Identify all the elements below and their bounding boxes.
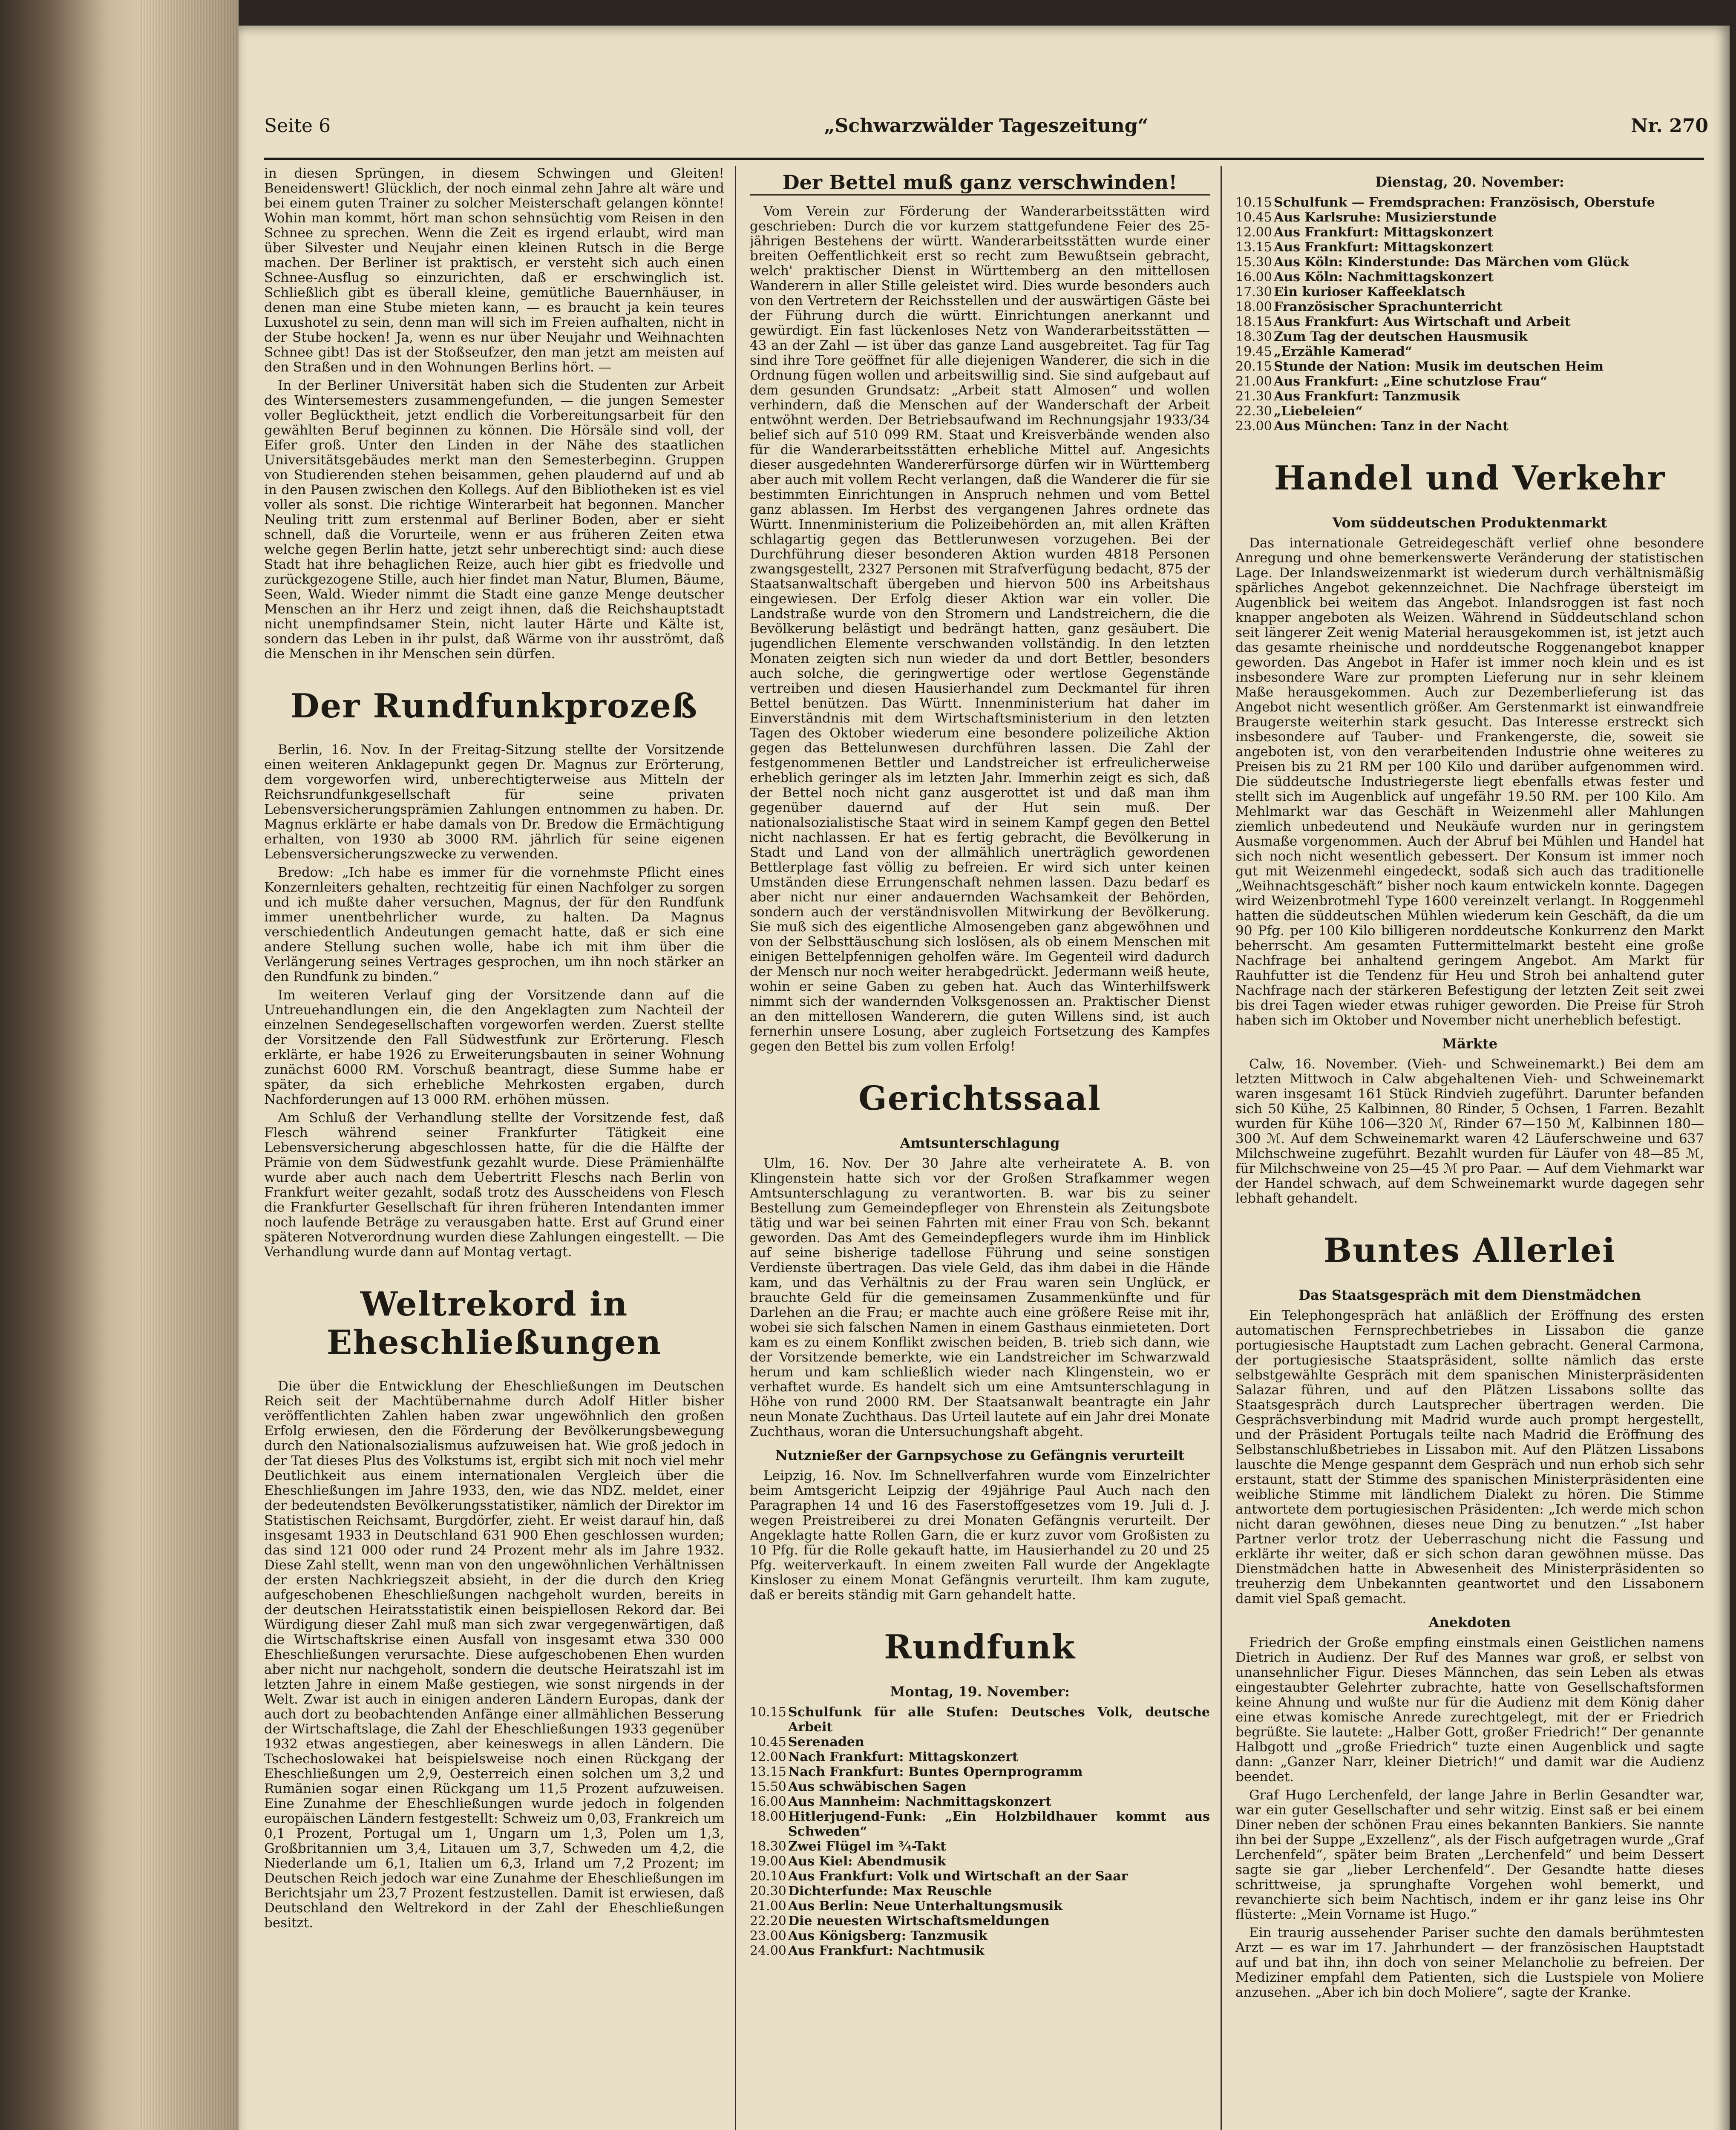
schedule-item: 18.30 Zum Tag der deutschen Hausmusik [1235, 329, 1528, 344]
schedule-item: 12.00 Aus Frankfurt: Mittagskonzert [1235, 225, 1493, 240]
article-paragraph: Vom Verein zur Förderung der Wanderarbeitsstätten wird geschrieben: Durch die vor kurzem stattgefundene Feier des 25-jährigen Bestehens der württ. Wanderarbeitsstätten wurde einer breiten Oeffentlichkeit erst so recht zum Bewußtsein gebracht, welch' praktischer Dienst in Württemberg an den mittellosen Wanderern in aller Stille geleistet wird. Dies wurde besonders auch von den Vertretern der Reichsstellen und der auswärtigen Gäste bei der Führung durch die württ. Einrichtungen anerkannt und gewürdigt. Ein fast lückenloses Netz von Wanderarbeitsstätten — 43 an der Zahl — ist über das ganze Land ausgebreitet. Tag für Tag sind ihre Tore geöffnet für alle diejenigen Wanderer, die sich in die Ordnung fügen wollen und arbeitswillig sind. Sie sind aufgebaut auf dem gesunden Grundsatz: „Arbeit statt Almosen“ und wollen verhindern, daß die Menschen auf der Wanderschaft der Arbeit entwöhnt werden. Der Betriebsaufwand im Rechnungsjahr 1933/34 belief sich auf 510 099 RM. Staat und Kreisverbände wenden also für die Wanderarbeitsstätten erhebliche Mittel auf. Angesichts dieser ausgedehnten Wandererfürsorge dürfen wir in Württemberg aber auch mit vollem Recht verlangen, daß die Wanderer die für sie bestimmten Einrichtungen in Anspruch nehmen und vom Bettel ganz ablassen. Im Herbst des vergangenen Jahres ordnete das Württ. Innenministerium die Polizeibehörden an, mit allen Kräften schlagartig gegen das Bettlerunwesen vorzugehen. Bei der Durchführung dieser besonderen Aktion wurden 4818 Personen zwangsgestellt, 2327 Personen mit Strafverfügung bedacht, 875 der Staatsanwaltschaft übergeben und hiervon 500 ins Arbeitshaus eingewiesen. Der Erfolg dieser Aktion war ein voller. Die Landstraße wurde von den Stromern und Landstreichern, die die Bevölkerung belästigt und bedrängt hatten, ganz gesäubert. Die jugendlichen Elemente verschwanden vollständig. In den letzten Monaten zeigten sich nun wieder da und dort Bettler, besonders auch solche, die geringwertige oder wertlose Gegenstände vertreiben und diesen Hausierhandel zum Deckmantel für ihren Bettel benützen. Das Württ. Innenministerium hat daher im Einverständnis mit dem Wirtschaftsministerium in den letzten Tagen des Oktober wiederum eine besondere polizeiliche Aktion gegen das Bettelunwesen durchführen lassen. Die Zahl der festgenommenen Bettler und Landstreicher ist erfreulicherweise erheblich geringer als im letzten Jahr. Immerhin zeigt es sich, daß der Bettel noch nicht ganz ausgerottet ist und daß man ihm gegenüber dauernd auf der Hut sein muß. Der nationalsozialistische Staat wird in seinem Kampf gegen den Bettel nicht nachlassen. Er hat es fertig gebracht, die Bevölkerung in Stadt und Land von der allmählich unerträglich gewordenen Bettlerplage fast völlig zu befreien. Er wird sich unter keinen Umständen diese Errungenschaft nehmen lassen. Dazu bedarf es aber nicht nur einer andauernden Wachsamkeit der Behörden, sondern auch der verständnisvollen Mitwirkung der Bevölkerung. Sie muß sich des eigentliche Almosengeben ganz abgewöhnen und von der Selbsttäuschung sich loslösen, als ob einem Menschen mit einigen Bettelpfennigen geholfen wäre. Im Gegenteil wird dadurch der Mensch nur noch weiter herabgedrückt. Jedermann weiß heute, wohin er seine Gaben zu geben hat. Auch das Winterhilfswerk nimmt sich der wandernden Volksgenossen an. Praktischer Dienst an den mittellosen Wanderern, die guten Willens sind, ist auch fernerhin unsere Losung, aber zugleich Fortsetzung des Kampfes gegen den Bettel bis zum vollen Erfolg! [750, 204, 1210, 1054]
article-paragraph: Die über die Entwicklung der Eheschließungen im Deutschen Reich seit der Machtübernahme durch Adolf Hitler bisher veröffentlichten Zahlen haben zwar ungewöhnlich den großen Erfolg erwiesen, den die Förderung der Bevölkerungsbewegung durch den Nationalsozialismus aufzuweisen hat. Wie groß jedoch in der Tat dieses Plus des Volkstums ist, ergibt sich mit noch viel mehr Deutlichkeit aus einem internationalen Vergleich über die Eheschließungen im Jahre 1933, den, wie das NDZ. meldet, einer der bedeutendsten Bevölkerungsstatistiker, nämlich der Direktor im Statistischen Reichsamt, Burgdörfer, zieht. Er weist darauf hin, daß insgesamt 1933 in Deutschland 631 900 Ehen geschlossen wurden; das sind 121 000 oder rund 24 Prozent mehr als im Jahre 1932. Diese Zahl stellt, wenn man von den ungewöhnlichen Verhältnissen der ersten Nachkriegszeit absieht, in der die durch den Krieg aufgeschobenen Eheschließungen nachgeholt wurden, bereits in der deutschen Heiratsstatistik einen beispiellosen Rekord dar. Bei Würdigung dieser Zahl muß man sich zwar vergegenwärtigen, daß die Wirtschaftskrise einen Ausfall von insgesamt etwa 330 000 Eheschließungen verursachte. Diese aufgeschobenen Ehen wurden aber nicht nur nachgeholt, sondern die deutsche Heiratszahl ist im letzten Jahre in einem Maße gestiegen, wie sonst nirgends in der Welt. Zwar ist auch in einigen anderen Ländern Europas, dank der auch dort zu beobachtenden Anfänge einer allmählichen Besserung der Wirtschaftslage, die Zahl der Eheschließungen 1933 gegenüber 1932 etwas angestiegen, aber keineswegs in allen Ländern. Die Tschechoslowakei hat beispielsweise noch einen Rückgang der Eheschließungen um 2,9, Oesterreich einen solchen um 3,2 und Rumänien sogar einen Rückgang um 11,5 Prozent aufzuweisen. Eine Zunahme der Eheschließungen wurde jedoch in folgenden europäischen Ländern festgestellt: Schweiz um 0,03, Frankreich um 0,1 Prozent, Portugal um 1, Ungarn um 1,3, Polen um 1,3, Großbritannien um 3,4, Litauen um 3,7, Schweden um 4,2, die Niederlande um 6,1, Italien um 6,3, Irland um 7,2 Prozent; im Deutschen Reich jedoch war eine Zunahme der Eheschließungen im Berichtsjahr um 23,7 Prozent festzustellen. Damit ist erwiesen, daß Deutschland den Weltrekord in der Zahl der Eheschließungen besitzt. [264, 1379, 724, 1931]
column-divider [735, 166, 736, 2130]
schedule-item: 18.00 Hitlerjugend-Funk: „Ein Holzbildhauer kommt aus Schweden“ [750, 1809, 1210, 1839]
headline-bettel: Der Bettel muß ganz verschwinden! [750, 170, 1210, 196]
newspaper-page [239, 26, 1730, 2130]
schedule-item: 20.15 Stunde der Nation: Musik im deutschen Heim [1235, 359, 1604, 374]
headline-buntes-allerlei: Buntes Allerlei [1324, 1231, 1616, 1270]
schedule-item: 23.00 Aus Königsberg: Tanzmusik [750, 1929, 987, 1943]
radio-schedule [1235, 195, 1704, 434]
schedule-item: 15.30 Aus Köln: Kinderstunde: Das Märchen vom Glück [1235, 255, 1629, 270]
schedule-item: 12.00 Nach Frankfurt: Mittagskonzert [750, 1750, 1018, 1764]
schedule-item: 24.00 Aus Frankfurt: Nachtmusik [750, 1943, 985, 1958]
column-divider [1221, 166, 1222, 2130]
article-paragraph: Calw, 16. November. (Vieh- und Schweinemarkt.) Bei dem am letzten Mittwoch in Calw abgehaltenen Vieh- und Schweinemarkt waren insgesamt 161 Stück Rindvieh zugeführt. Darunter befanden sich 50 Kühe, 25 Kalbinnen, 80 Rinder, 5 Ochsen, 1 Farren. Bezahlt wurden für Kühe 106—320 ℳ, Rinder 67—150 ℳ, Kalbinnen 180—300 ℳ. Auf dem Schweinemarkt waren 42 Läuferschweine und 637 Milchschweine zugeführt. Bezahlt wurden für Läufer von 48—85 ℳ, für Milchschweine von 25—45 ℳ pro Paar. — Auf dem Viehmarkt war der Handel schwach, auf dem Schweinemarkt wurde dagegen sehr lebhaft gehandelt. [1235, 1056, 1704, 1206]
column-1 [264, 166, 724, 2130]
article-paragraph: Friedrich der Große empfing einstmals einen Geistlichen namens Dietrich in Audienz. Der Ruf des Mannes war groß, er selbst von unansehnlicher Figur. Dieses Männchen, das sein Leben als etwas eingestaubter Gelehrter zubrachte, hatte von Gesellschaftsformen keine Ahnung und wußte nur für die Audienz mit dem König daher eine etwas komische Anrede zurechtgelegt, mit der er Friedrich begrüßte. Sie lautete: „Halber Gott, großer Friedrich!“ Der genannte Halbgott und „große Friedrich“ tuzte einen Augenblick und sagte dann: „Ganzer Narr, kleiner Dietrich!“ und damit war die Audienz beendet. [1235, 1635, 1704, 1785]
schedule-item: 20.10 Aus Frankfurt: Volk und Wirtschaft an der Saar [750, 1869, 1128, 1884]
headline-gerichtssaal: Gerichtssaal [858, 1079, 1101, 1118]
article-paragraph: Am Schluß der Verhandlung stellte der Vorsitzende fest, daß Flesch während seiner Frankfurter Tätigkeit eine Lebensversicherung abgeschlossen hatte, für die die Hälfte der Prämie von dem Südwestfunk gezahlt wurde. Diese Prämienhälfte wurde aber auch nach dem Uebertritt Fleschs nach Berlin von Frankfurt weiter gezahlt, sodaß trotz des Ausscheidens von Flesch die Frankfurter Gesellschaft für ihren früheren Intendanten immer noch laufende Beträge zu verausgaben hatte. Erst auf Grund einer späteren Notverordnung wurden diese Zahlungen eingestellt. — Die Verhandlung wurde dann auf Montag vertagt. [264, 1110, 724, 1260]
schedule-item: 21.00 Aus Berlin: Neue Unterhaltungsmusik [750, 1899, 1062, 1914]
schedule-item: 16.00 Aus Mannheim: Nachmittagskonzert [750, 1794, 1051, 1809]
lead-paragraph: In der Berliner Universität haben sich die Studenten zur Arbeit des Wintersemesters zusammengefunden, — die jungen Semester voller Beglücktheit, jetzt endlich die Vorbereitungsarbeit für den gewählten Beruf beginnen zu können. Die Hörsäle sind voll, der Eifer groß. Unter den Linden in der Nähe des staatlichen Universitätsgebäudes merkt man den Semesterbeginn. Gruppen von Studierenden stehen beisammen, gehen plaudernd auf und ab in den Pausen zwischen den Kollegs. Auf den Bibliotheken ist es viel voller als sonst. Die richtige Winterarbeit hat begonnen. Mancher Neuling tritt zum erstenmal auf Berliner Boden, aber er sieht schnell, daß die Vorurteile, wenn er aus früheren Zeiten etwa welche gegen Berlin hatte, jetzt sehr unberechtigt sind: auch diese Stadt hat ihre behaglichen Reize, auch hier gibt es friedvolle und zurückgezogene Stille, auch hier findet man Natur, Blumen, Bäume, Seen, Wald. Wieder nimmt die Stadt eine ganze Menge deutscher Menschen an ihr Herz und zeigt ihnen, daß die Reichshauptstadt nicht unempfindsamer Stein, nicht lauter Härte und Kälte ist, sondern das Leben in ihr pulst, daß Wärme von ihr ausströmt, daß die Menschen in ihr Menschen sein dürfen. [264, 378, 724, 662]
schedule-item: 19.00 Aus Kiel: Abendmusik [750, 1854, 946, 1869]
schedule-item: 13.15 Nach Frankfurt: Buntes Opernprogramm [750, 1764, 1083, 1779]
headline-weltrekord: Weltrekord in Eheschließungen [326, 1285, 662, 1362]
headline-rundfunkprozess: Der Rundfunkprozeß [290, 687, 698, 725]
page-number: Seite 6 [264, 115, 331, 137]
issue-number: Nr. 270 [1631, 115, 1708, 137]
article-paragraph: Leipzig, 16. Nov. Im Schnellverfahren wurde vom Einzelrichter beim Amtsgericht Leipzig der 49jährige Paul Auch nach den Paragraphen 14 und 16 des Faserstoffgesetzes vom 19. Juli d. J. wegen Preistreiberei zu drei Monaten Gefängnis verurteilt. Der Angeklagte hatte Rollen Garn, die er kurz zuvor vom Großisten zu 10 Pfg. für die Rolle gekauft hatte, im Hausierhandel zu 20 und 25 Pfg. weiterverkauft. In einem zweiten Fall wurde der Angeklagte Kinsloser zu einem Monat Gefängnis verurteilt. Ihm kam zugute, daß er bereits ständig mit Garn gehandelt hatte. [750, 1468, 1210, 1603]
subheadline: Vom süddeutschen Produktenmarkt [1332, 515, 1607, 531]
schedule-day: Dienstag, 20. November: [1375, 174, 1564, 190]
schedule-item: 10.15 Schulfunk — Fremdsprachen: Französisch, Oberstufe [1235, 195, 1655, 210]
schedule-item: 22.20 Die neuesten Wirtschaftsmeldungen [750, 1914, 1050, 1929]
article-paragraph: Berlin, 16. Nov. In der Freitag-Sitzung stellte der Vorsitzende einen weiteren Anklagepunkt gegen Dr. Magnus zur Erörterung, dem vorgeworfen wird, unberechtigterweise aus Mitteln der Reichsrundfunkgesellschaft für seine privaten Lebensversicherungsprämien Zahlungen entnommen zu haben. Dr. Magnus erklärte er habe damals von Dr. Bredow die Ermächtigung erhalten, von 1930 ab 3000 RM. jährlich für seine eigenen Lebensversicherungszwecke zu verwenden. [264, 742, 724, 862]
schedule-item: 10.15 Schulfunk für alle Stufen: Deutsches Volk, deutsche Arbeit [750, 1705, 1210, 1735]
schedule-item: 18.00 Französischer Sprachunterricht [1235, 299, 1503, 314]
article-paragraph: Ulm, 16. Nov. Der 30 Jahre alte verheiratete A. B. von Klingenstein hatte sich vor der Großen Strafkammer wegen Amtsunterschlagung zu verantworten. B. war bis zu seiner Bestellung zum Gemeindepfleger von Ehrenstein als Zeitungsbote tätig und war bei seinen Fahrten mit einer Frau von Sch. bekannt geworden. Das Amt des Gemeindepflegers wurde ihm im Hinblick auf seine bisherige tadellose Führung und seine sonstigen Verdienste übertragen. Das viele Geld, das ihm dabei in die Hände kam, und das Verhältnis zu der Frau waren sein Unglück, er brauchte Geld für die gemeinsamen Zusammenkünfte und für Darlehen an die Frau; er machte auch eine größere Reise mit ihr, wobei sie sich falschen Namen in einem Gasthaus einmieteten. Dort kam es zu einem Konflikt zwischen beiden, B. trieb sich dann, wie der Vorsitzende bemerkte, wie ein Landstreicher im Schwarzwald herum und kam schließlich wieder nach Klingenstein, wo er verhaftet wurde. Es handelt sich um eine Amtsunterschlagung in Höhe von rund 2000 RM. Der Staatsanwalt beantragte ein Jahr neun Monate Zuchthaus. Das Urteil lautete auf ein Jahr drei Monate Zuchthaus, woran die Untersuchungshaft abgeht. [750, 1156, 1210, 1439]
article-paragraph: Bredow: „Ich habe es immer für die vornehmste Pflicht eines Konzernleiters gehalten, rechtzeitig für einen Nachfolger zu sorgen und ich mußte daher versuchen, Magnus, der für den Rundfunk immer unentbehrlicher wurde, zu halten. Da Magnus verschiedentlich Andeutungen gemacht hatte, daß er sich eine andere Stellung suchen wolle, habe ich mit ihm über die Verlängerung seines Vertrages gesprochen, um ihn noch stärker an den Rundfunk zu binden.“ [264, 865, 724, 984]
subheadline: Märkte [1442, 1036, 1498, 1052]
radio-schedule [750, 1705, 1210, 1958]
column-3 [1235, 166, 1704, 2130]
schedule-day: Montag, 19. November: [890, 1684, 1070, 1700]
schedule-item: 17.30 Ein kurioser Kaffeeklatsch [1235, 285, 1465, 299]
article-paragraph: Das internationale Getreidegeschäft verlief ohne besondere Anregung und ohne bemerkenswerte Veränderung der statistischen Lage. Der Inlandsweizenmarkt ist wiederum durch verhältnismäßig spärliches Angebot gekennzeichnet. Die Nachfrage übersteigt im Augenblick bei weitem das Angebot. Inlandsroggen ist fast noch knapper angeboten als Weizen. Während in Süddeutschland schon seit längerer Zeit wenig Material herausgekommen ist, ist jetzt auch das gesamte rheinische und norddeutsche Roggenangebot knapper geworden. Das Angebot in Hafer ist immer noch klein und es ist insbesondere Ware zur prompten Lieferung nur in sehr kleinem Maße herausgekommen. Auch zur Dezemberlieferung ist das Angebot nicht wesentlich größer. Am Gerstenmarkt ist einwandfreie Braugerste weiterhin stark gesucht. Das Interesse erstreckt sich insbesondere auf Tauber- und Frankengerste, die, soweit sie angeboten ist, von den verarbeitenden Industrie ohne weiteres zu Preisen bis zu 21 RM per 100 Kilo und darüber aufgenommen wird. Die süddeutsche Industriegerste liegt ebenfalls etwas fester und stellt sich im Augenblick auf ungefähr 19.50 RM. per 100 Kilo. Am Mehlmarkt war das Geschäft in Weizenmehl aller Mahlungen ziemlich unbedeutend und Neukäufe wurden nur in geringstem Ausmaße vorgenommen. Auch der Abruf bei Mühlen und Handel hat sich noch nicht wesentlich gebessert. Der Konsum ist immer noch gut mit Weizenmehl eingedeckt, sodaß sich auch das traditionelle „Weihnachtsgeschäft“ bisher noch kaum entwickeln konnte. Dagegen wird Weizenbrotmehl Type 1600 vereinzelt verlangt. In Roggenmehl hatten die süddeutschen Mühlen wiederum kein Geschäft, da die um 90 Pfg. per 100 Kilo billigeren norddeutsche Konkurrenz den Markt beherrscht. Am gesamten Futtermittelmarkt besteht eine große Nachfrage bei anhaltend geringem Angebot. Am Markt für Rauhfutter ist die Tendenz für Heu und Stroh bei anhaltend guter Nachfrage nach der stärkeren Befestigung der letzten Zeit seit zwei bis drei Tagen wieder etwas ruhiger geworden. Die Preise für Stroh haben sich im Oktober und November nicht unerheblich befestigt. [1235, 535, 1704, 1028]
subheadline: Amtsunterschlagung [900, 1135, 1060, 1151]
masthead [256, 102, 1717, 153]
article-paragraph: Im weiteren Verlauf ging der Vorsitzende dann auf die Untreuehandlungen ein, die den Angeklagten zum Nachteil der einzelnen Sendegesellschaften vorgeworfen werden. Zuerst stellte der Vorsitzende den Fall Südwestfunk zur Erörterung. Flesch erklärte, er habe 1926 zu Erweiterungsbauten in seiner Wohnung zunächst 6000 RM. Vorschuß beantragt, diese Summe habe er später, da sich erhebliche Mehrkosten ergaben, durch Nachforderungen auf 13 000 RM. erhöhen müssen. [264, 987, 724, 1107]
lead-paragraph: in diesen Sprüngen, in diesem Schwingen und Gleiten! Beneidenswert! Glücklich, der noch einmal zehn Jahre alt wäre und bei einem guten Trainer zu solcher Meisterschaft gelangen könnte! Wohin man kommt, hört man schon sehnsüchtig vom Reisen in den Schnee zu sprechen. Wenn die Zeit es irgend erlaubt, wird man über Silvester und Neujahr einen kleinen Rutsch in die Berge machen. Der Berliner ist praktisch, er versteht sich auch einen Schnee-Ausflug so einzurichten, daß er erschwinglich ist. Schließlich gibt es überall kleine, gemütliche Bauernhäuser, in denen man eine Stube mieten kann, — es braucht ja kein teures Luxushotel zu sein, denn man will sich im Freien aufhalten, nicht in der Stube hocken! Ja, wenn es nur über Neujahr und Weihnachten Schnee gibt! Das ist der Stoßseufzer, den man jetzt am meisten auf den Straßen und in den Wohnungen Berlins hört. — [264, 166, 724, 375]
schedule-item: 16.00 Aus Köln: Nachmittagskonzert [1235, 270, 1494, 285]
subheadline: Das Staatsgespräch mit dem Dienstmädchen [1298, 1287, 1641, 1303]
headline-rundfunk: Rundfunk [884, 1628, 1076, 1667]
article-paragraph: Ein Telephongespräch hat anläßlich der Eröffnung des ersten automatischen Fernsprechbetriebes in Lissabon die ganze portugiesische Hauptstadt zum Lachen gebracht. General Carmona, der portugiesische Staatspräsident, sollte nämlich das erste selbstgewählte Gespräch mit dem spanischen Ministerpräsidenten Salazar führen, und auf den Plätzen Lissabons sollte das Staatsgespräch durch Lautsprecher übertragen werden. Die Gesprächsverbindung mit Madrid wurde auch prompt hergestellt, und der Präsident Portugals teilte nach Madrid die Eröffnung des Selbstanschlußbetriebes in Lissabon mit. Auf den Plätzen Lissabons lauschte die Menge gespannt dem Gespräch und nun erhob sich sehr erstaunt, statt der Stimme des spanischen Ministerpräsidenten eine weibliche Stimme mit ländlichem Dialekt zu hören. Die Stimme antwortete dem portugiesischen Präsidenten: „Ich werde mich schon nicht daran gewöhnen, dieses neue Ding zu benutzen.“ „Ist haber Partner verlor trotz der Ueberraschung nicht die Fassung und erklärte ihr weiter, daß er sich schon daran gewöhnen müsse. Das Dienstmädchen hatte in Abwesenheit des Ministerpräsidenten so treuherzig dem Unbekannten geantwortet und den Lissabonern damit viel Spaß gemacht. [1235, 1308, 1704, 1606]
schedule-item: 20.30 Dichterfunde: Max Reuschle [750, 1884, 992, 1899]
column-2 [750, 166, 1210, 2130]
article-paragraph: Ein traurig aussehender Pariser suchte den damals berühmtesten Arzt — es war im 17. Jahrhundert — der französischen Hauptstadt auf und bat ihn, ihn doch von seiner Melancholie zu befreien. Der Mediziner empfahl dem Patienten, sich die Lustspiele von Moliere anzusehen. „Aber ich bin doch Moliere“, sagte der Kranke. [1235, 1925, 1704, 2000]
subheadline: Nutznießer der Garnpsychose zu Gefängnis verurteilt [775, 1447, 1185, 1463]
schedule-item: 10.45 Aus Karlsruhe: Musizierstunde [1235, 210, 1497, 225]
article-paragraph: Graf Hugo Lerchenfeld, der lange Jahre in Berlin Gesandter war, war ein guter Gesellschafter und sehr witzig. Einst saß er bei einem Diner neben der schönen Frau eines bekannten Bankiers. Sie nannte ihn bei der Suppe „Exzellenz“, als der Fisch aufgetragen wurde „Graf Lerchenfeld“, später beim Braten „Lerchenfeld“ und beim Dessert sagte sie gar „lieber Lerchenfeld“. Der Gesandte hatte dieses schrittweise, ja sprunghafte Vorgehen wohl bemerkt, und revanchierte sich beim Nachtisch, indem er ihr ganz leise ins Ohr flüsterte: „Mein Vorname ist Hugo.“ [1235, 1787, 1704, 1922]
book-spine-edge [0, 0, 239, 2130]
headline-handel: Handel und Verkehr [1274, 459, 1666, 498]
schedule-item: 21.00 Aus Frankfurt: „Eine schutzlose Frau“ [1235, 374, 1548, 389]
schedule-item: 23.00 Aus München: Tanz in der Nacht [1235, 419, 1509, 434]
schedule-item: 10.45 Serenaden [750, 1735, 864, 1750]
subheadline: Anekdoten [1428, 1614, 1511, 1630]
masthead-rule [264, 158, 1704, 160]
newspaper-title: „Schwarzwälder Tageszeitung“ [824, 115, 1149, 137]
schedule-item: 18.15 Aus Frankfurt: Aus Wirtschaft und Arbeit [1235, 314, 1571, 329]
schedule-item: 15.50 Aus schwäbischen Sagen [750, 1779, 967, 1794]
schedule-item: 21.30 Aus Frankfurt: Tanzmusik [1235, 389, 1460, 404]
schedule-item: 13.15 Aus Frankfurt: Mittagskonzert [1235, 240, 1493, 255]
schedule-item: 18.30 Zwei Flügel im ¾-Takt [750, 1839, 946, 1854]
schedule-item: 19.45 „Erzähle Kamerad“ [1235, 344, 1412, 359]
schedule-item: 22.30 „Liebeleien“ [1235, 404, 1363, 419]
